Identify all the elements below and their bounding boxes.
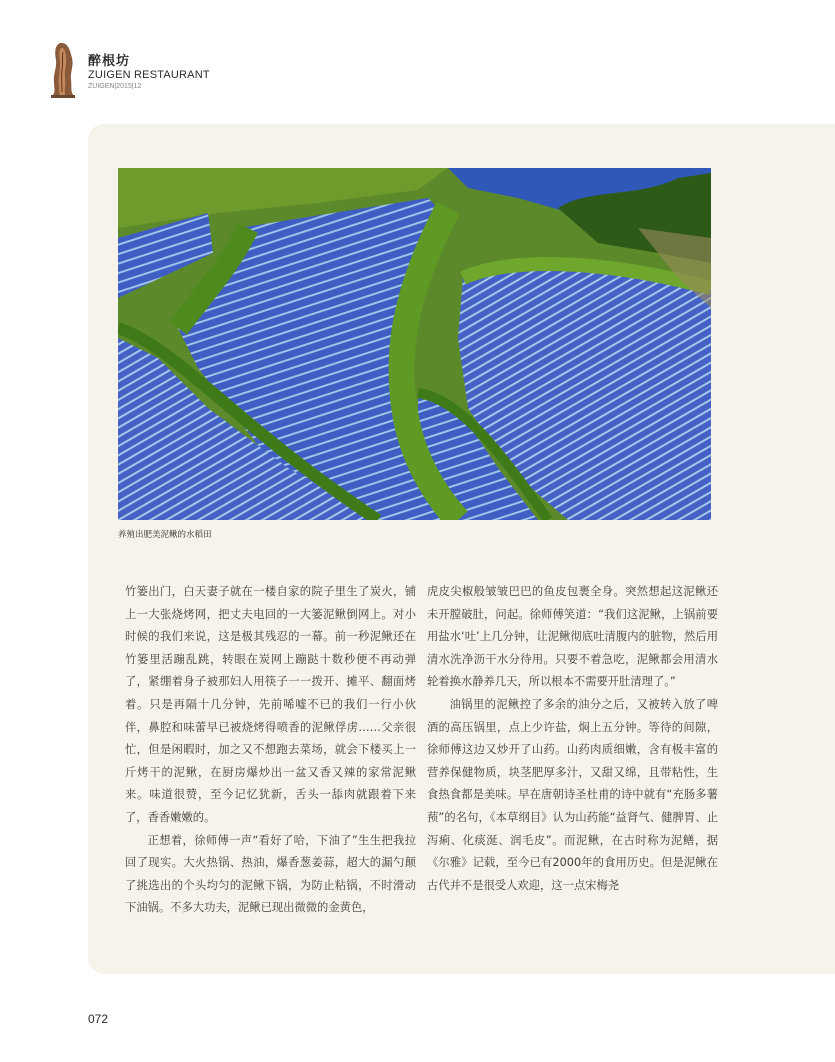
brand-name-en: ZUIGEN RESTAURANT (88, 69, 210, 81)
brand-name-cn: 醉根坊 (88, 54, 131, 69)
paragraph: 竹篓出门，白天妻子就在一楼自家的院子里生了炭火，铺上一大张烧烤网，把丈夫电回的一大篓泥鳅倒网上。对小时候的我们来说，这是极其残忍的一幕。前一秒泥鳅还在竹篓里活蹦乱跳，转眼在炭网上蹦跶十数秒便不再动弹了，紧绷着身子被那妇人用筷子一一拨开、摊平、翻面烤着。只是再隔十几分钟，先前唏嘘不已的我们一行小伙伴，鼻腔和味蕾早已被烧烤得喷香的泥鳅俘虏……父亲很忙，但是闲暇时，加之又不想跑去菜场，就会下楼买上一斤烤干的泥鳅，在厨房爆炒出一盆又香又辣的家常泥鳅来。味道很赞，至今记忆犹新，舌头一舔肉就跟着下来了，香香嫩嫩的。 (125, 585, 416, 824)
root-sculpture-logo-icon (48, 40, 78, 98)
issue-label: ZUIGEN|2015|12 (88, 83, 142, 90)
brand-block (88, 54, 210, 91)
rice-terrace-photo (118, 168, 711, 520)
paragraph: 油锅里的泥鳅控了多余的油分之后，又被转入放了啤酒的高压锅里，点上少许盐，焖上五分钟。等待的间隙，徐师傅这边又炒开了山药。山药肉质细嫩，含有极丰富的营养保健物质，块茎肥厚多汁，又甜又绵，且带粘性，生食热食都是美味。早在唐朝诗圣杜甫的诗中就有“充肠多薯蓣”的名句，《本草纲目》认为山药能“益肾气、健脾胃、止泻痢、化痰涎、润毛皮”。而泥鳅，在古时称为泥鳝，据《尔雅》记载，至今已有2000年的食用历史。但是泥鳅在古代并不是很受人欢迎，这一点宋梅尧 (427, 697, 718, 892)
page-number: 072 (88, 1012, 109, 1026)
article-column-right (427, 581, 718, 897)
article-column-left (125, 581, 416, 920)
photo-caption: 养殖出肥美泥鳅的水稻田 (118, 530, 212, 540)
paragraph: 正想着，徐师傅一声“看好了哈，下油了”生生把我拉回了现实。大火热锅、热油，爆香葱姜蒜，超大的漏勺颠了挑选出的个头均匀的泥鳅下锅，为防止粘锅，不时滑动下油锅。不多大功夫，泥鳅已现出微微的金黄色， (125, 833, 416, 915)
paragraph: 虎皮尖椒般皱皱巴巴的鱼皮包裹全身。突然想起这泥鳅还未开膛破肚，问起。徐师傅笑道：“我们这泥鳅，上锅前要用盐水‘吐’上几分钟，让泥鳅彻底吐清腹内的脏物，然后用清水洗净沥干水分待用。只要不着急吃，泥鳅都会用清水轮着换水静养几天，所以根本不需要开肚清理了。” (427, 585, 718, 689)
rice-terrace-image (118, 168, 711, 520)
